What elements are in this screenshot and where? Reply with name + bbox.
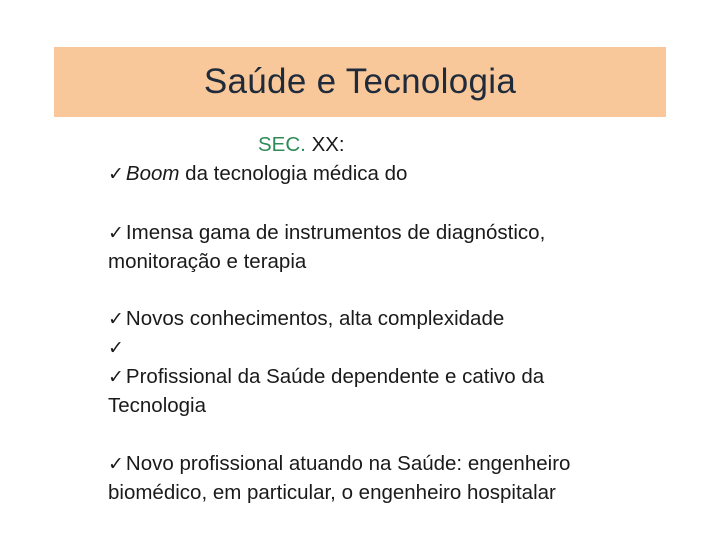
bullet-2-text: Imensa gama de instrumentos de diagnóstico, bbox=[125, 221, 546, 244]
check-icon: ✓ bbox=[108, 453, 124, 475]
bullet-3 bbox=[108, 307, 504, 331]
check-icon: ✓ bbox=[108, 222, 124, 244]
bullet-2 bbox=[108, 221, 545, 245]
slide-title: Saúde e Tecnologia bbox=[203, 62, 517, 101]
section-suffix: XX: bbox=[311, 133, 345, 156]
check-icon: ✓ bbox=[108, 308, 124, 330]
title-band bbox=[54, 47, 666, 117]
bullet-3-text: Novos conhecimentos, alta complexidade bbox=[125, 307, 505, 330]
bullet-2-continuation-text: monitoração e terapia bbox=[108, 250, 307, 273]
bullet-5-continuation bbox=[108, 481, 556, 505]
bullet-1 bbox=[108, 162, 407, 186]
bullet-4-continuation bbox=[108, 394, 206, 418]
section-heading bbox=[258, 133, 345, 157]
check-icon: ✓ bbox=[108, 163, 124, 185]
bullet-1-text: da tecnologia médica do bbox=[179, 162, 408, 185]
check-icon: ✓ bbox=[108, 366, 124, 388]
bullet-4 bbox=[108, 365, 544, 389]
bullet-4-continuation-text: Tecnologia bbox=[108, 394, 207, 417]
bullet-5-text: Novo profissional atuando na Saúde: engenheiro bbox=[125, 452, 571, 475]
section-prefix: SEC. bbox=[258, 133, 306, 156]
bullet-1-italic: Boom bbox=[125, 162, 180, 185]
bullet-4-text: Profissional da Saúde dependente e cativo da bbox=[125, 365, 545, 388]
bullet-2-continuation bbox=[108, 250, 306, 274]
bullet-5-continuation-text: biomédico, em particular, o engenheiro hospitalar bbox=[108, 481, 556, 504]
bullet-5 bbox=[108, 452, 570, 476]
check-icon: ✓ bbox=[108, 337, 124, 359]
bullet-empty bbox=[108, 336, 126, 360]
